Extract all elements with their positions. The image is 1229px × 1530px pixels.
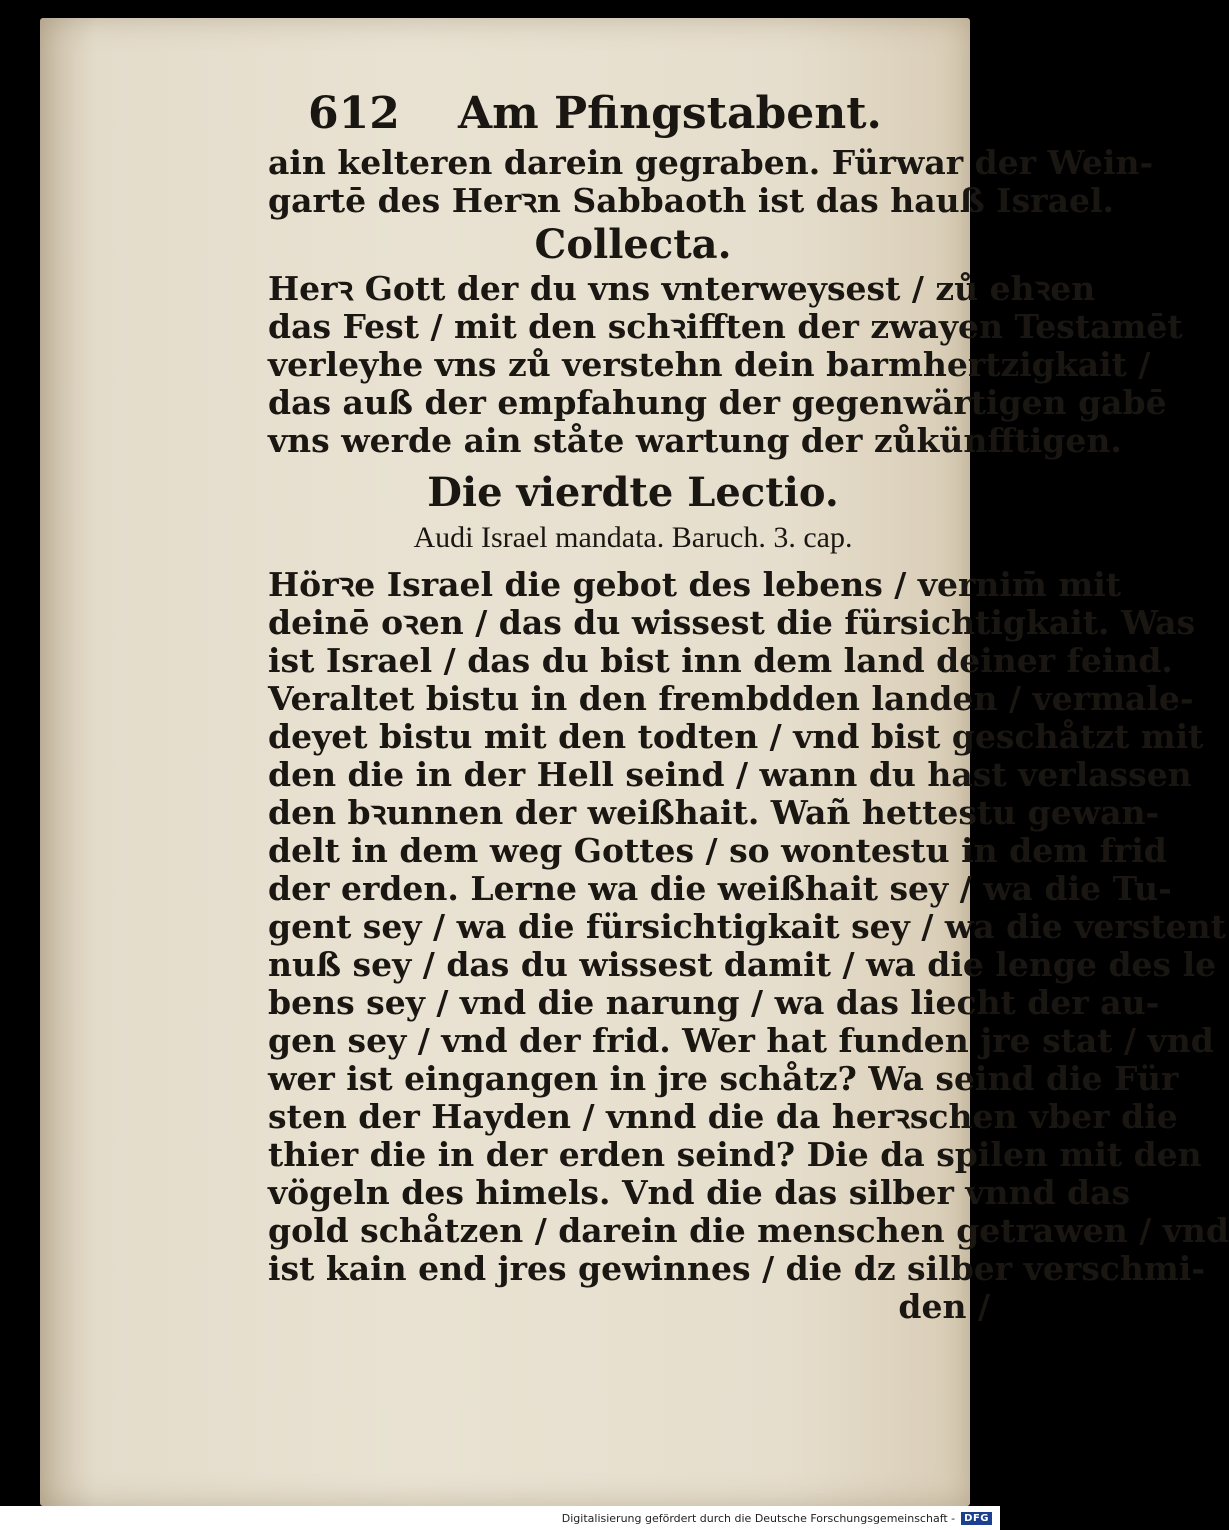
text-line: ain kelteren darein gegraben. Fürwar der Wein- <box>268 143 1154 182</box>
text-line: deyet bistu mit den todten / vnd bist geschåtzt mit <box>268 717 1204 756</box>
digitization-footer <box>0 1506 1000 1530</box>
text-line: ist kain end jres gewinnes / die dz silber verschmi- <box>268 1249 1206 1288</box>
page-number: 612 <box>308 88 400 139</box>
page-header <box>268 88 998 144</box>
text-line: gen sey / vnd der frid. Wer hat funden jre stat / vnd <box>268 1021 1214 1060</box>
text-line: wer ist eingangen in jre schåtz? Wa seind die Für <box>268 1059 1179 1098</box>
text-line: gartē des Herꝛn Sabbaoth ist das hauß Israel. <box>268 181 1114 220</box>
book-page <box>40 18 1229 1506</box>
text-line: thier die in der erden seind? Die da spilen mit den <box>268 1135 1202 1174</box>
text-line: ist Israel / das du bist inn dem land deiner feind. <box>268 641 1173 680</box>
footer-credit: Digitalisierung gefördert durch die Deutsche Forschungsgemeinschaft - <box>561 1511 956 1525</box>
text-line: der erden. Lerne wa die weißhait sey / wa die Tu- <box>268 869 1172 908</box>
text-line: Veraltet bistu in den frembdden landen / vermale- <box>268 679 1194 718</box>
text-line: Hörꝛe Israel die gebot des lebens / vernim̄ mit <box>268 565 1122 604</box>
section-subheading: Audi Israel mandata. Baruch. 3. cap. <box>413 521 853 554</box>
text-line: vögeln des himels. Vnd die das silber vnnd das <box>268 1173 1131 1212</box>
text-line: nuß sey / das du wissest damit / wa die lenge des le <box>268 945 1217 984</box>
text-line: Herꝛ Gott der du vns vnterweysest / zů ehꝛen <box>268 269 1096 308</box>
text-line: das Fest / mit den schꝛifften der zwayen Testamēt <box>268 307 1183 346</box>
text-line: vns werde ain ståte wartung der zůkünfftigen. <box>268 421 1122 460</box>
text-line: den bꝛunnen der weißhait. Wañ hettestu gewan- <box>268 793 1160 832</box>
text-line: sten der Hayden / vnnd die da herꝛschen vber die <box>268 1097 1178 1136</box>
running-title: Am Pfingstabent. <box>458 88 882 139</box>
page-text <box>268 88 1229 1326</box>
text-line: das auß der empfahung der gegenwärtigen gabē <box>268 383 1167 422</box>
catchword: den / <box>898 1287 990 1326</box>
text-line: delt in dem weg Gottes / so wontestu in dem frid <box>268 831 1167 870</box>
text-line: deinē oꝛen / das du wissest die fürsichtigkait. Was <box>268 603 1196 642</box>
text-line: verleyhe vns zů verstehn dein barmhertzigkait / <box>268 345 1151 384</box>
dfg-logo-icon: DFG <box>961 1512 992 1525</box>
text-line: den die in der Hell seind / wann du hast verlassen <box>268 755 1192 794</box>
section-heading-lectio: Die vierdte Lectio. <box>427 469 839 516</box>
text-line: bens sey / vnd die narung / wa das liecht der au- <box>268 983 1160 1022</box>
text-line: gold schåtzen / darein die menschen getrawen / vnd <box>268 1211 1229 1250</box>
section-heading-collecta: Collecta. <box>534 221 732 268</box>
text-line: gent sey / wa die fürsichtigkait sey / wa die verstent <box>268 907 1226 946</box>
